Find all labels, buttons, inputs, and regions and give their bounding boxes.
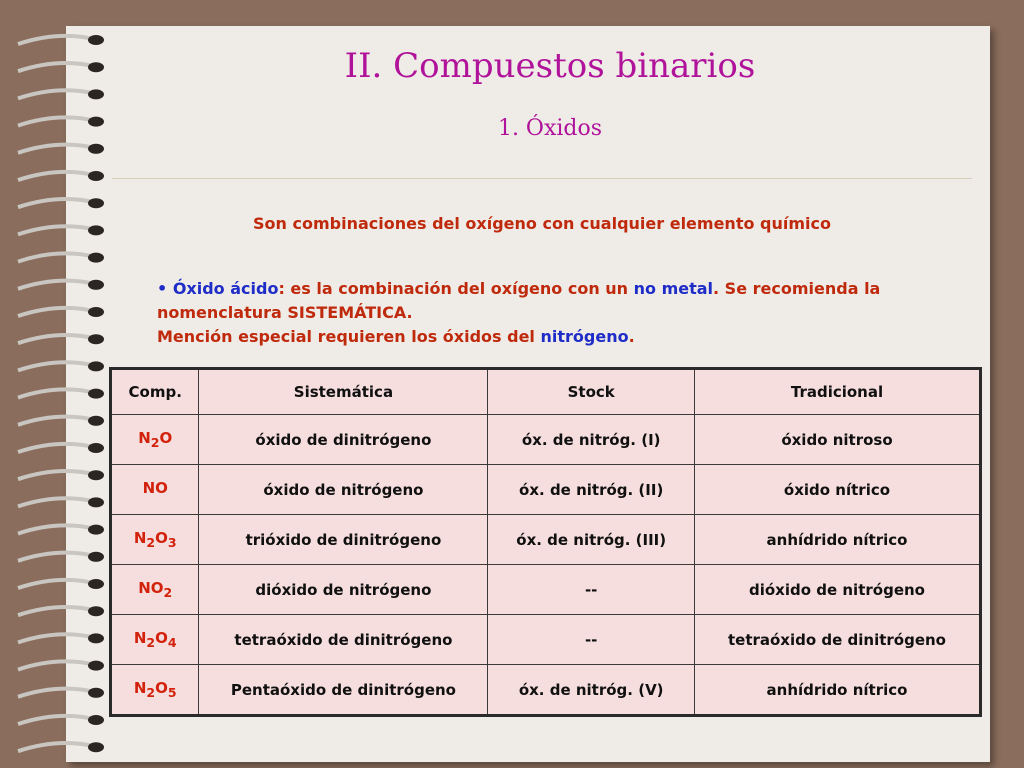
table-row (111, 515, 981, 565)
formula-cell: NO (111, 465, 199, 515)
table-row (111, 415, 981, 465)
header-stock: Stock (488, 369, 695, 415)
tradicional-cell: anhídrido nítrico (694, 665, 980, 716)
spiral-ring (18, 335, 98, 343)
tradicional-cell: tetraóxido de dinitrógeno (694, 615, 980, 665)
oxides-table (109, 367, 982, 717)
spiral-ring (18, 661, 98, 669)
header-tradicional: Tradicional (694, 369, 980, 415)
header-sistematica: Sistemática (199, 369, 488, 415)
spiral-ring (18, 498, 98, 506)
spiral-ring (18, 389, 98, 397)
tradicional-cell: óxido nítrico (694, 465, 980, 515)
spiral-hole (88, 416, 104, 426)
bullet-end: . (628, 327, 635, 346)
stock-cell: -- (488, 565, 695, 615)
term-oxido-acido: Óxido ácido (172, 279, 279, 298)
highlight-nitrogeno: nitrógeno (540, 327, 629, 346)
spiral-hole (88, 280, 104, 290)
spiral-hole (88, 253, 104, 263)
spiral-ring (18, 90, 98, 98)
spiral-hole (88, 579, 104, 589)
spiral-hole (88, 35, 104, 45)
spiral-ring (18, 553, 98, 561)
spiral-hole (88, 361, 104, 371)
term-separator: : (278, 279, 285, 298)
sistematica-cell: dióxido de nitrógeno (199, 565, 488, 615)
spiral-hole (88, 225, 104, 235)
tradicional-cell: dióxido de nitrógeno (694, 565, 980, 615)
spiral-hole (88, 552, 104, 562)
spiral-ring (18, 743, 98, 751)
table-row (111, 665, 981, 716)
spiral-ring (18, 362, 98, 370)
sistematica-cell: Pentaóxido de dinitrógeno (199, 665, 488, 716)
formula-cell: $N_2O_5$ (111, 665, 199, 716)
bullet-text-2: . Se recomienda la nomenclatura SISTEMÁTICA. (157, 279, 881, 322)
spiral-hole (88, 389, 104, 399)
highlight-no-metal: no metal (633, 279, 714, 298)
intro-text: Son combinaciones del oxígeno con cualquier elemento químico (253, 214, 831, 233)
bullet-paragraph (157, 277, 967, 349)
formula-cell: $N_2O_3$ (111, 515, 199, 565)
spiral-hole (88, 307, 104, 317)
stock-cell: óx. de nitróg. (III) (488, 515, 695, 565)
stock-cell: óx. de nitróg. (I) (488, 415, 695, 465)
table-row (111, 465, 981, 515)
table-header-row (111, 369, 981, 415)
bullet-text-3: Mención especial requieren los óxidos del (157, 327, 541, 346)
spiral-ring (18, 444, 98, 452)
spiral-hole (88, 633, 104, 643)
spiral-hole (88, 742, 104, 752)
spiral-ring (18, 308, 98, 316)
stock-cell: -- (488, 615, 695, 665)
spiral-ring (18, 172, 98, 180)
tradicional-cell: anhídrido nítrico (694, 515, 980, 565)
sistematica-cell: óxido de nitrógeno (199, 465, 488, 515)
spiral-ring (18, 417, 98, 425)
spiral-hole (88, 606, 104, 616)
stock-cell: óx. de nitróg. (II) (488, 465, 695, 515)
spiral-ring (18, 716, 98, 724)
spiral-ring (18, 689, 98, 697)
spiral-ring (18, 199, 98, 207)
spiral-ring (18, 525, 98, 533)
bullet-dot: • (157, 279, 168, 298)
formula-cell: $N_2O_4$ (111, 615, 199, 665)
table-row (111, 615, 981, 665)
spiral-ring (18, 281, 98, 289)
spiral-ring (18, 253, 98, 261)
page-title: II. Compuestos binarios (344, 46, 756, 86)
spiral-hole (88, 443, 104, 453)
bullet-text-1: es la combinación del oxígeno con un (284, 279, 634, 298)
formula-cell: $NO_2$ (111, 565, 199, 615)
spiral-ring (18, 145, 98, 153)
spiral-hole (88, 661, 104, 671)
spiral-hole (88, 688, 104, 698)
formula-cell: $N_2O$ (111, 415, 199, 465)
spiral-hole (88, 198, 104, 208)
sistematica-cell: trióxido de dinitrógeno (199, 515, 488, 565)
spiral-hole (88, 715, 104, 725)
sistematica-cell: óxido de dinitrógeno (199, 415, 488, 465)
spiral-ring (18, 226, 98, 234)
spiral-hole (88, 89, 104, 99)
header-comp: Comp. (111, 369, 199, 415)
divider (112, 178, 972, 179)
spiral-hole (88, 171, 104, 181)
tradicional-cell: óxido nitroso (694, 415, 980, 465)
spiral-ring (18, 607, 98, 615)
spiral-ring (18, 580, 98, 588)
spiral-ring (18, 36, 98, 44)
spiral-hole (88, 334, 104, 344)
spiral-hole (88, 497, 104, 507)
spiral-hole (88, 144, 104, 154)
spiral-ring (18, 471, 98, 479)
sistematica-cell: tetraóxido de dinitrógeno (199, 615, 488, 665)
stock-cell: óx. de nitróg. (V) (488, 665, 695, 716)
spiral-ring (18, 634, 98, 642)
spiral-hole (88, 525, 104, 535)
spiral-hole (88, 470, 104, 480)
table-row (111, 565, 981, 615)
page-subtitle: 1. Óxidos (497, 116, 603, 141)
